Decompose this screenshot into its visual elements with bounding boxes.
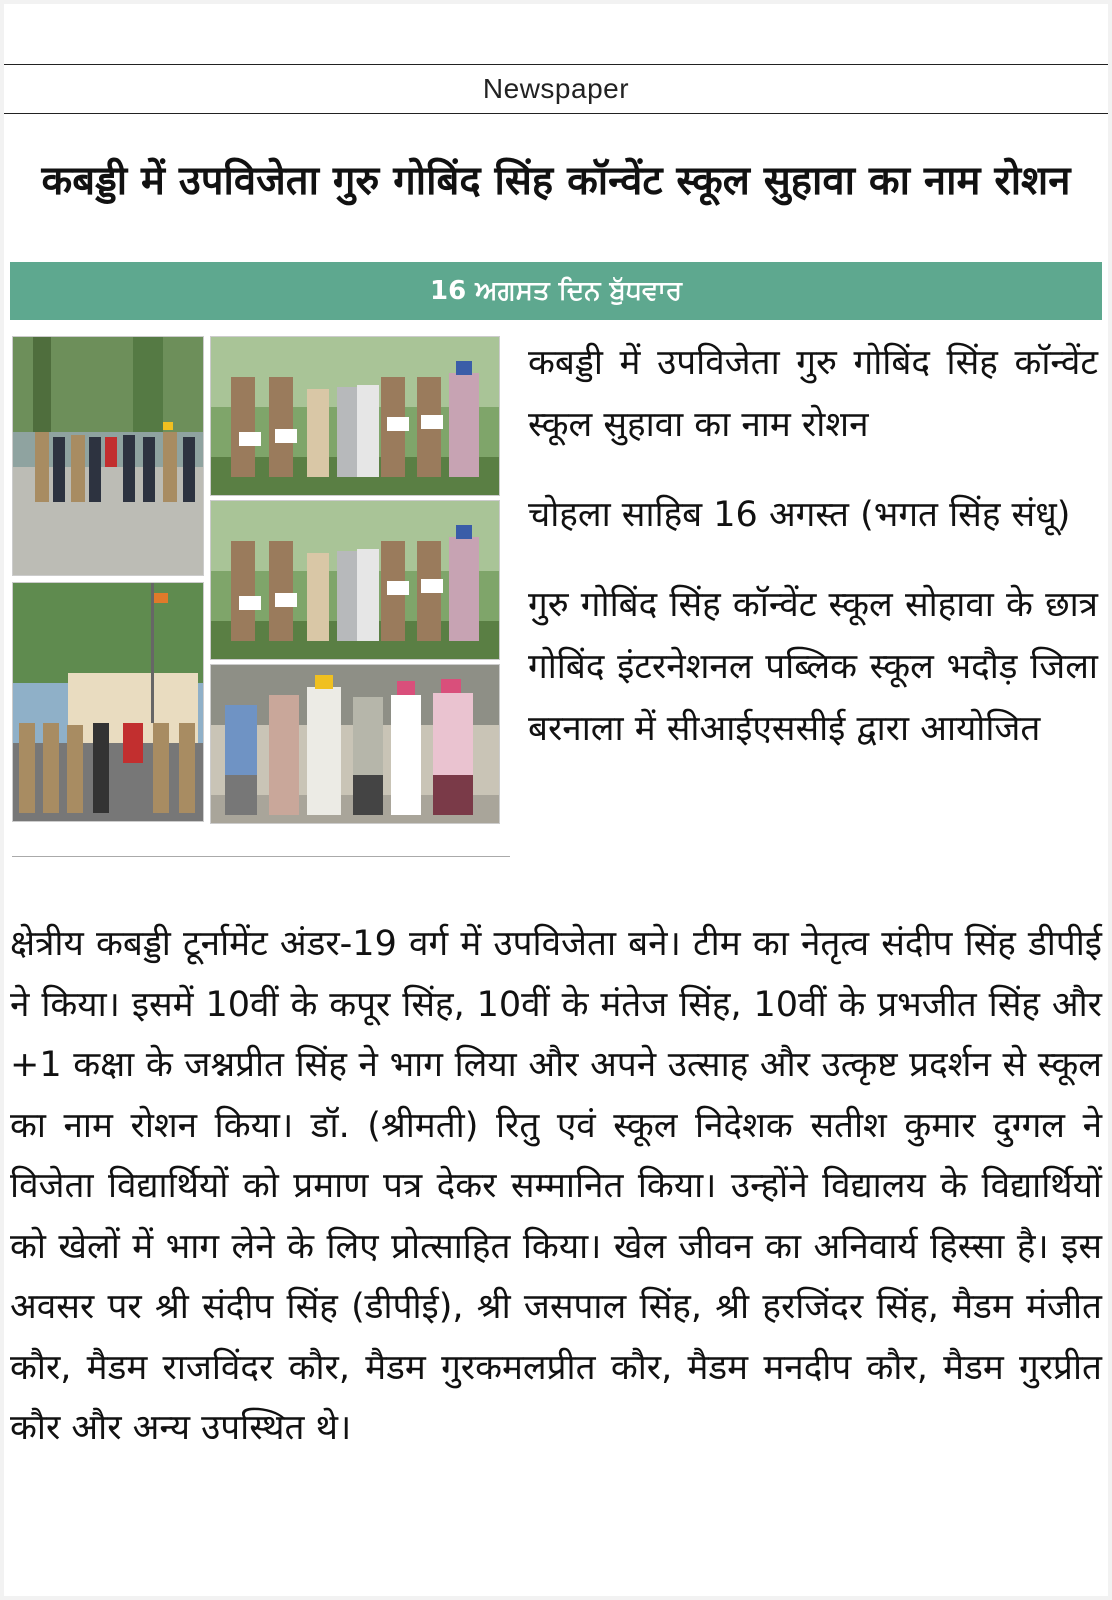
photo-group-outdoor — [12, 336, 204, 576]
date-band-label: 16 ਅਗਸਤ ਦਿਨ ਬੁੱਧਵਾਰ — [429, 275, 683, 306]
date-band — [10, 262, 1102, 320]
app-title: Newspaper — [482, 73, 630, 104]
article-body-text: क्षेत्रीय कबड्डी टूर्नामेंट अंडर-19 वर्ग में उपविजेता बने। टीम का नेतृत्व संदीप सिंह डीपीई ने किया। इसमें 10वीं के कपूर सिंह, 10वीं के मंतेज सिंह, 10वीं के प्रभजीत सिंह और +1 कक्षा के जश्नप्रीत सिंह ने भाग लिया और अपने उत्साह और उत्कृष्ट प्रदर्शन से स्कूल का नाम रोशन किया। डॉ. (श्रीमती) रितु एवं स्कूल निदेशक सतीश कुमार दुग्गल ने विजेता विद्यार्थियों को प्रमाण पत्र देकर सम्मानित किया। उन्होंने विद्यालय के विद्यार्थियों को खेलों में भाग लेने के लिए प्रोत्साहित किया। खेल जीवन का अनिवार्य हिस्सा है। इस अवसर पर श्री संदीप सिंह (डीपीई), श्री जसपाल सिंह, श्री हरजिंदर सिंह, मैडम मंजीत कौर, मैडम राजविंदर कौर, मैडम गुरकमलप्रीत कौर, मैडम मनदीप कौर, मैडम गुरप्रीत कौर और अन्य उपस्थित थे। — [10, 924, 1102, 1448]
article-dateline: चोहला साहिब 16 अगस्त (भगत सिंह संधू) — [528, 495, 1071, 535]
article-lead: गुरु गोबिंद सिंह कॉन्वेंट स्कूल सोहावा के छात्र गोबिंद इंटरनेशनल पब्लिक स्कूल भदौड़ जिला बरनाला में सीआईएससीई द्वारा आयोजित — [528, 585, 1098, 749]
article-headline: कबड्डी में उपविजेता गुरु गोबिंद सिंह कॉन्वेंट स्कूल सुहावा का नाम रोशन — [41, 158, 1071, 204]
article-title-repeat: कबड्डी में उपविजेता गुरु गोबिंद सिंह कॉन्वेंट स्कूल सुहावा का नाम रोशन — [528, 343, 1098, 445]
photo-group-building — [12, 582, 204, 822]
article-body — [10, 914, 1102, 1459]
photo-students-certificates-1 — [210, 336, 500, 496]
photo-students-certificates-2 — [210, 500, 500, 660]
photo-men-saluting — [210, 664, 500, 824]
photo-collage — [12, 336, 510, 836]
newspaper-page — [4, 4, 1108, 1596]
photo-divider — [12, 856, 510, 857]
app-top-bar — [4, 64, 1108, 114]
article-right-column — [528, 332, 1098, 760]
